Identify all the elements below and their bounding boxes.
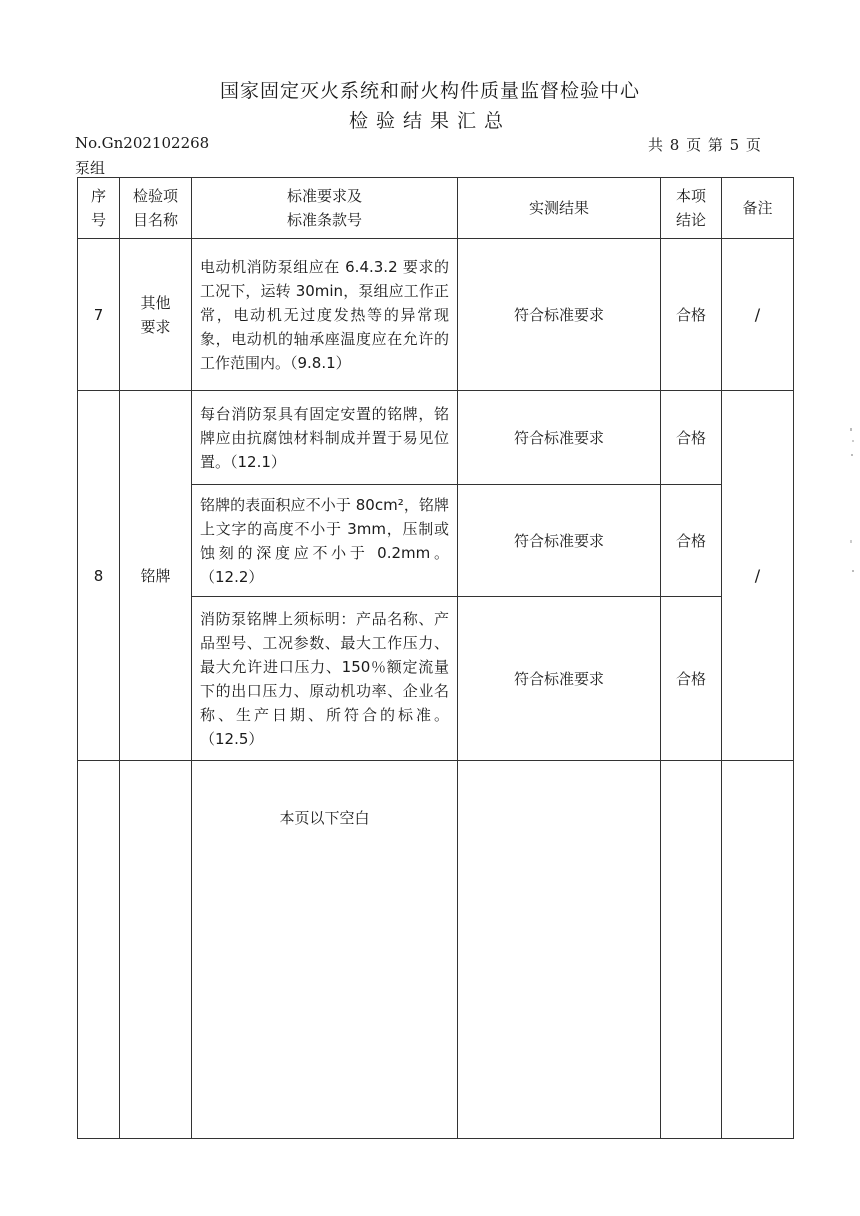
header-seq: 序 号 xyxy=(78,178,120,239)
blank-cell xyxy=(722,761,794,1139)
row-result: 符合标准要求 xyxy=(458,597,661,761)
row-remark: / xyxy=(722,239,794,391)
inspection-results-table xyxy=(77,177,794,1139)
row-conclusion: 合格 xyxy=(661,239,722,391)
table-row xyxy=(78,391,794,485)
blank-cell xyxy=(661,761,722,1139)
blank-cell xyxy=(78,761,120,1139)
row-conclusion: 合格 xyxy=(661,391,722,485)
row-conclusion: 合格 xyxy=(661,485,722,597)
row-standard: 铭牌的表面积应不小于 80cm²，铭牌上文字的高度不小于 3mm，压制或蚀刻的深度应不小于 0.2mm。（12.2） xyxy=(192,485,458,597)
header-remark: 备注 xyxy=(722,178,794,239)
blank-row xyxy=(78,761,794,1139)
header-standard: 标准要求及 标准条款号 xyxy=(192,178,458,239)
doc-title: 检验结果汇总 xyxy=(348,110,511,132)
row-standard: 每台消防泵具有固定安置的铭牌，铭牌应由抗腐蚀材料制成并置于易见位置。（12.1） xyxy=(192,391,458,485)
blank-note: 本页以下空白 xyxy=(192,761,458,1139)
row-result: 符合标准要求 xyxy=(458,391,661,485)
product-label: 泵组 xyxy=(75,159,106,177)
row-item: 其他 要求 xyxy=(120,239,192,391)
row-seq: 8 xyxy=(78,391,120,761)
row-item: 铭牌 xyxy=(120,391,192,761)
row-conclusion: 合格 xyxy=(661,597,722,761)
org-title: 国家固定灭火系统和耐火构件质量监督检验中心 xyxy=(219,80,640,102)
row-seq: 7 xyxy=(78,239,120,391)
table-row xyxy=(78,239,794,391)
header-result: 实测结果 xyxy=(458,178,661,239)
row-result: 符合标准要求 xyxy=(458,239,661,391)
row-remark: / xyxy=(722,391,794,761)
header-row xyxy=(78,178,794,239)
doc-number: No.Gn202102268 xyxy=(75,134,210,152)
page-info: 共 8 页 第 5 页 xyxy=(648,136,761,154)
blank-cell xyxy=(120,761,192,1139)
row-result: 符合标准要求 xyxy=(458,485,661,597)
row-standard: 消防泵铭牌上须标明：产品名称、产品型号、工况参数、最大工作压力、最大允许进口压力、150％额定流量下的出口压力、原动机功率、企业名称、生产日期、所符合的标准。（12.5） xyxy=(192,597,458,761)
header-item: 检验项 目名称 xyxy=(120,178,192,239)
header-conclusion: 本项 结论 xyxy=(661,178,722,239)
row-standard: 电动机消防泵组应在 6.4.3.2 要求的工况下，运转 30min，泵组应工作正常，电动机无过度发热等的异常现象，电动机的轴承座温度应在允许的工作范围内。（9.8.1） xyxy=(192,239,458,391)
blank-cell xyxy=(458,761,661,1139)
scan-speckles xyxy=(848,420,856,580)
